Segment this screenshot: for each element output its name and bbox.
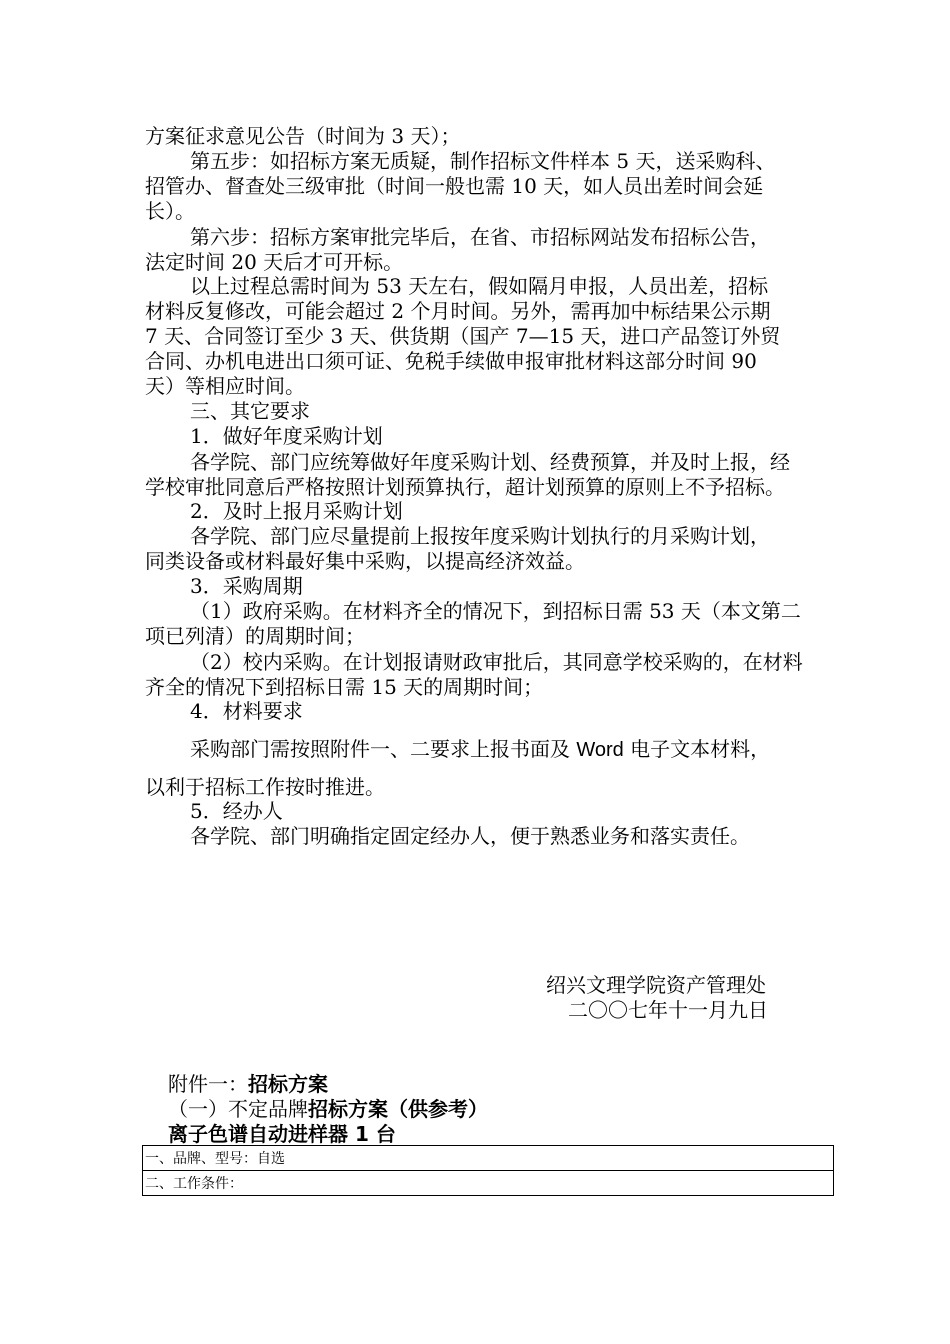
spec-table — [142, 1145, 834, 1196]
attachment-label: 附件一： — [168, 1072, 248, 1096]
body-line: （2）校内采购。在计划报请财政审批后，其同意学校采购的，在材料 — [190, 650, 803, 674]
material-text-after: 电子文本材料， — [623, 737, 771, 761]
body-line: 同类设备或材料最好集中采购，以提高经济效益。 — [145, 549, 585, 573]
body-line: 方案征求意见公告（时间为 3 天）； — [145, 124, 461, 148]
body-line: 法定时间 20 天后才可开标。 — [145, 250, 404, 274]
body-line: 长）。 — [145, 199, 195, 223]
body-line: 合同、办机电进出口须可证、免税手续做申报审批材料这部分时间 90 — [145, 349, 757, 373]
material-text-before: 采购部门需按照附件一、二要求上报书面及 — [190, 737, 577, 761]
attachment-sub-prefix: （一）不定品牌 — [168, 1097, 308, 1121]
body-line: 第六步：招标方案审批完毕后，在省、市招标网站发布招标公告， — [190, 225, 770, 249]
body-line: 齐全的情况下到招标日需 15 天的周期时间； — [145, 675, 544, 699]
body-line: 各学院、部门应尽量提前上报按年度采购计划执行的月采购计划， — [190, 524, 770, 548]
section-heading: 三、其它要求 — [190, 399, 310, 423]
body-line: 以上过程总需时间为 53 天左右，假如隔月申报，人员出差，招标 — [190, 274, 769, 298]
item-heading: 1．做好年度采购计划 — [190, 424, 383, 448]
body-line: 7 天、合同签订至少 3 天、供货期（国产 7—15 天，进口产品签订外贸 — [145, 324, 781, 348]
table-row — [143, 1146, 834, 1171]
item-heading: 5．经办人 — [190, 799, 283, 823]
body-line: 项已列清）的周期时间； — [145, 624, 365, 648]
item-heading: 4．材料要求 — [190, 699, 303, 723]
item-heading: 3．采购周期 — [190, 574, 303, 598]
table-cell: 一、品牌、型号：自选 — [143, 1146, 834, 1171]
material-requirement-line — [190, 737, 770, 762]
signature-date: 二〇〇七年十一月九日 — [568, 998, 768, 1022]
signature-org: 绍兴文理学院资产管理处 — [546, 973, 766, 997]
body-line: 招管办、督查处三级审批（时间一般也需 10 天，如人员出差时间会延 — [145, 174, 764, 198]
attachment-sub-title: 招标方案（供参考） — [308, 1097, 488, 1121]
attachment-item: 离子色谱自动进样器 1 台 — [168, 1122, 396, 1146]
body-line: 材料反复修改，可能会超过 2 个月时间。另外，需再加中标结果公示期 — [145, 299, 771, 323]
body-line: 学校审批同意后严格按照计划预算执行，超计划预算的原则上不予招标。 — [145, 475, 785, 499]
body-line: 天）等相应时间。 — [145, 374, 305, 398]
attachment-title: 招标方案 — [248, 1072, 328, 1096]
body-line: 以利于招标工作按时推进。 — [145, 775, 385, 799]
word-label: Word — [576, 739, 624, 761]
body-line: 各学院、部门明确指定固定经办人，便于熟悉业务和落实责任。 — [190, 824, 750, 848]
item-heading: 2．及时上报月采购计划 — [190, 499, 403, 523]
table-cell: 二、工作条件： — [143, 1171, 834, 1196]
body-line: 各学院、部门应统筹做好年度采购计划、经费预算，并及时上报，经 — [190, 450, 790, 474]
attachment-heading — [168, 1072, 328, 1096]
body-line: （1）政府采购。在材料齐全的情况下，到招标日需 53 天（本文第二 — [190, 599, 801, 623]
body-line: 第五步：如招标方案无质疑，制作招标文件样本 5 天，送采购科、 — [190, 149, 776, 173]
attachment-subheading — [168, 1097, 488, 1121]
table-row — [143, 1171, 834, 1196]
